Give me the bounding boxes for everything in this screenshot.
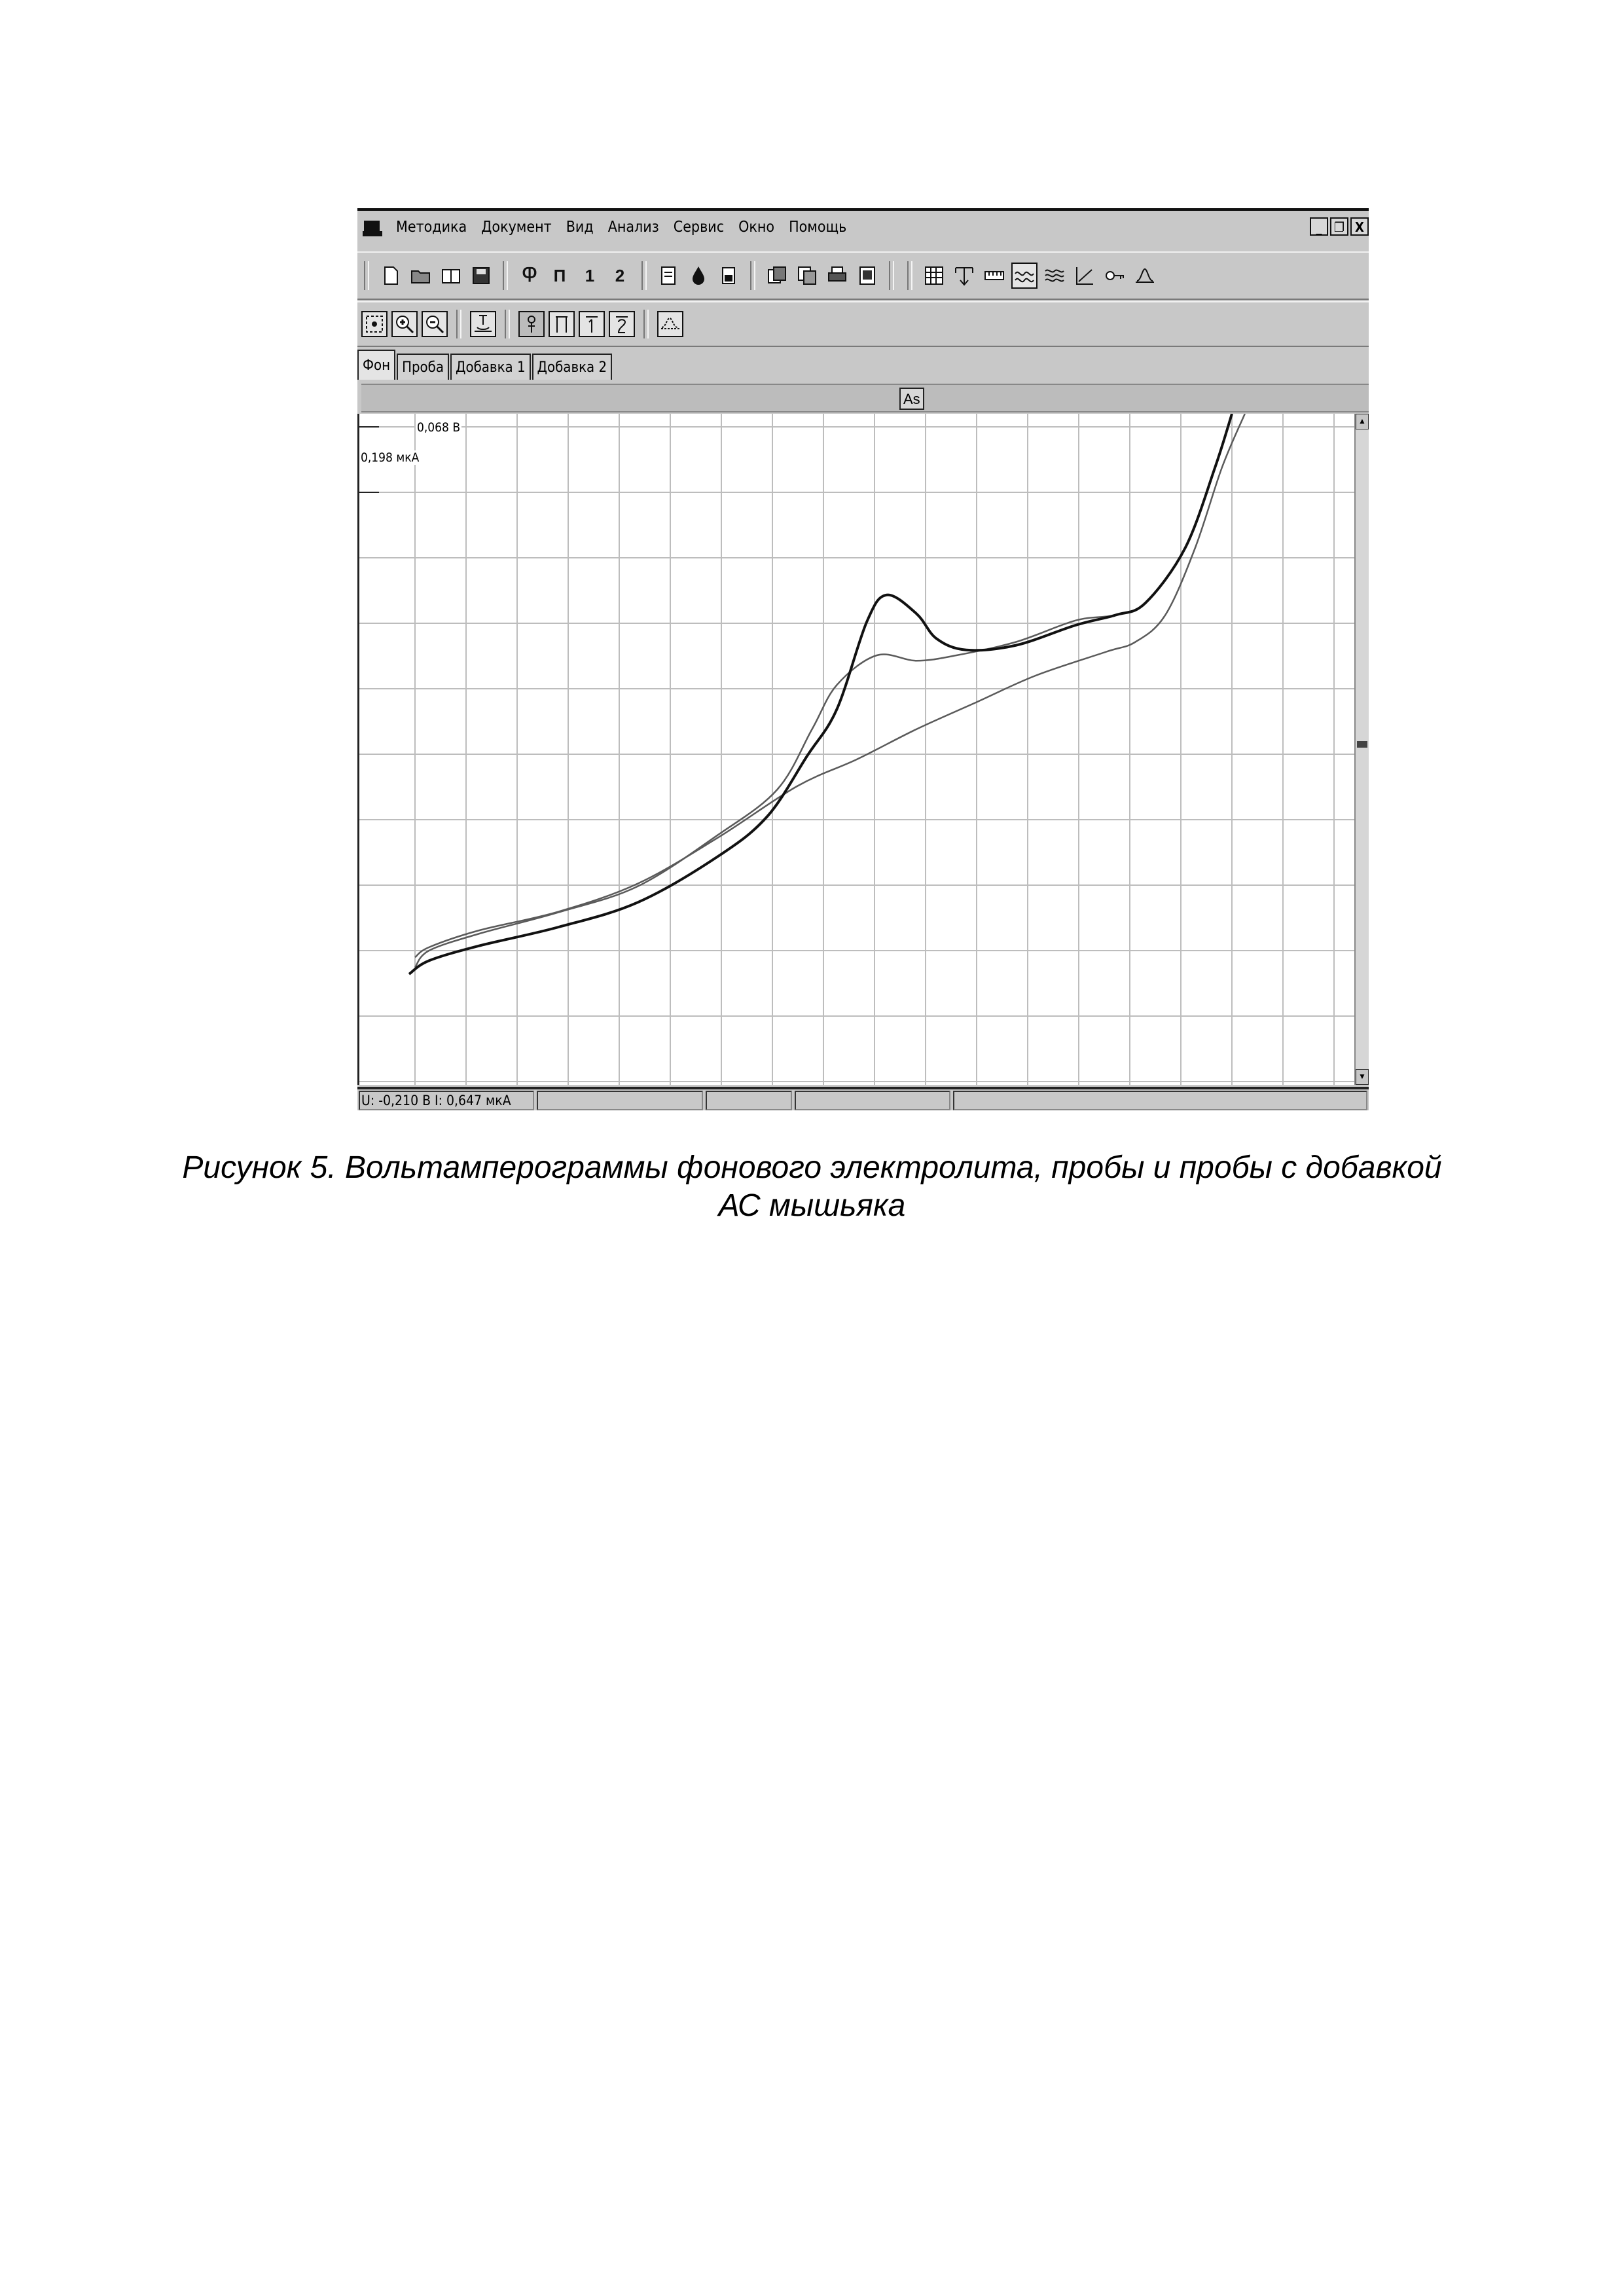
grid-icon[interactable]: [921, 263, 947, 289]
menu-analiz[interactable]: Анализ: [607, 219, 659, 236]
curve-background: [415, 414, 1245, 957]
copy-icon[interactable]: [794, 263, 820, 289]
preview-icon[interactable]: [854, 263, 880, 289]
menu-okno[interactable]: Окно: [738, 219, 775, 236]
measure-icon[interactable]: [951, 263, 977, 289]
minimize-button[interactable]: _: [1310, 217, 1328, 236]
baseline-icon[interactable]: [470, 311, 496, 337]
save-disk-icon[interactable]: [468, 263, 494, 289]
menu-metodika[interactable]: Методика: [396, 219, 467, 236]
show-addition-2-icon[interactable]: [609, 311, 635, 337]
close-button[interactable]: X: [1350, 217, 1369, 236]
menu-bar: [357, 212, 1369, 242]
toolbar-separator: [907, 261, 912, 290]
tab-fon[interactable]: Фон: [357, 350, 395, 380]
toolbar-separator: [643, 310, 649, 338]
scroll-down-icon[interactable]: ▼: [1356, 1069, 1369, 1085]
addition-1-button[interactable]: 1: [585, 265, 595, 285]
key-icon[interactable]: [1102, 263, 1128, 289]
application-window: [357, 208, 1369, 1110]
current-label: 0,198 мкА: [361, 450, 420, 465]
zoom-fit-icon[interactable]: [361, 311, 388, 337]
show-sample-icon[interactable]: [549, 311, 575, 337]
tab-dobavka-2[interactable]: Добавка 2: [532, 354, 613, 380]
curve-tabs: [357, 348, 1369, 380]
drop-icon[interactable]: [685, 263, 712, 289]
toolbar-separator: [505, 310, 510, 338]
scroll-up-icon[interactable]: ▲: [1356, 414, 1369, 429]
open-folder-icon[interactable]: [408, 263, 434, 289]
main-toolbar: [357, 251, 1369, 300]
print-icon[interactable]: [824, 263, 850, 289]
status-cell-3: [706, 1091, 792, 1110]
zoom-out-icon[interactable]: [422, 311, 448, 337]
toolbar-separator: [750, 261, 755, 290]
waves-icon[interactable]: [1041, 263, 1068, 289]
sample-p-button[interactable]: П: [553, 265, 566, 285]
zoom-in-icon[interactable]: [391, 311, 418, 337]
status-cell-5: [953, 1091, 1367, 1110]
element-header: [361, 384, 1369, 412]
plot-canvas: [359, 414, 1354, 1085]
show-background-icon[interactable]: [518, 311, 545, 337]
export-icon[interactable]: [764, 263, 790, 289]
potential-label: 0,068 В: [417, 420, 461, 435]
cursor-readout: U: -0,210 В I: 0,647 мкА: [359, 1091, 534, 1110]
status-cell-2: [537, 1091, 703, 1110]
toolbar-separator: [889, 261, 894, 290]
peak-marker-icon[interactable]: [657, 311, 683, 337]
voltammogram-plot[interactable]: [357, 414, 1369, 1085]
tab-dobavka-1[interactable]: Добавка 1: [450, 354, 531, 380]
view-toolbar: [357, 301, 1369, 347]
element-label[interactable]: As: [899, 388, 924, 410]
cup-icon[interactable]: [715, 263, 742, 289]
menu-pomosch[interactable]: Помощь: [789, 219, 847, 236]
status-cell-4: [795, 1091, 950, 1110]
app-icon[interactable]: [363, 217, 384, 238]
new-document-icon[interactable]: [378, 263, 404, 289]
addition-2-button[interactable]: 2: [615, 265, 625, 285]
menu-dokument[interactable]: Документ: [481, 219, 552, 236]
show-addition-1-icon[interactable]: [579, 311, 605, 337]
calibration-icon[interactable]: [1072, 263, 1098, 289]
ruler-icon[interactable]: [981, 263, 1007, 289]
caption-line-1: Рисунок 5. Вольтамперограммы фонового электролита, пробы и пробы с добавкой: [182, 1150, 1442, 1185]
electrode-icon[interactable]: Ⴔ: [522, 265, 537, 285]
figure-caption: [0, 1149, 1624, 1225]
peak-icon[interactable]: [1132, 263, 1158, 289]
curve-addition: [409, 414, 1232, 974]
scrollbar-thumb[interactable]: [1357, 741, 1367, 748]
window-controls: [1308, 217, 1369, 236]
menu-vid[interactable]: Вид: [566, 219, 594, 236]
menu-servis[interactable]: Сервис: [673, 219, 725, 236]
smooth-curve-icon[interactable]: [1011, 263, 1038, 289]
toolbar-separator: [456, 310, 461, 338]
restore-button[interactable]: ❐: [1330, 217, 1348, 236]
toolbar-separator: [641, 261, 647, 290]
protocol-icon[interactable]: [655, 263, 681, 289]
tab-proba[interactable]: Проба: [397, 354, 449, 380]
toolbar-separator: [364, 261, 369, 290]
status-bar: [357, 1087, 1369, 1110]
vertical-scrollbar[interactable]: [1354, 414, 1369, 1085]
book-icon[interactable]: [438, 263, 464, 289]
toolbar-separator: [503, 261, 508, 290]
caption-line-2: АС мышьяка: [718, 1188, 906, 1223]
